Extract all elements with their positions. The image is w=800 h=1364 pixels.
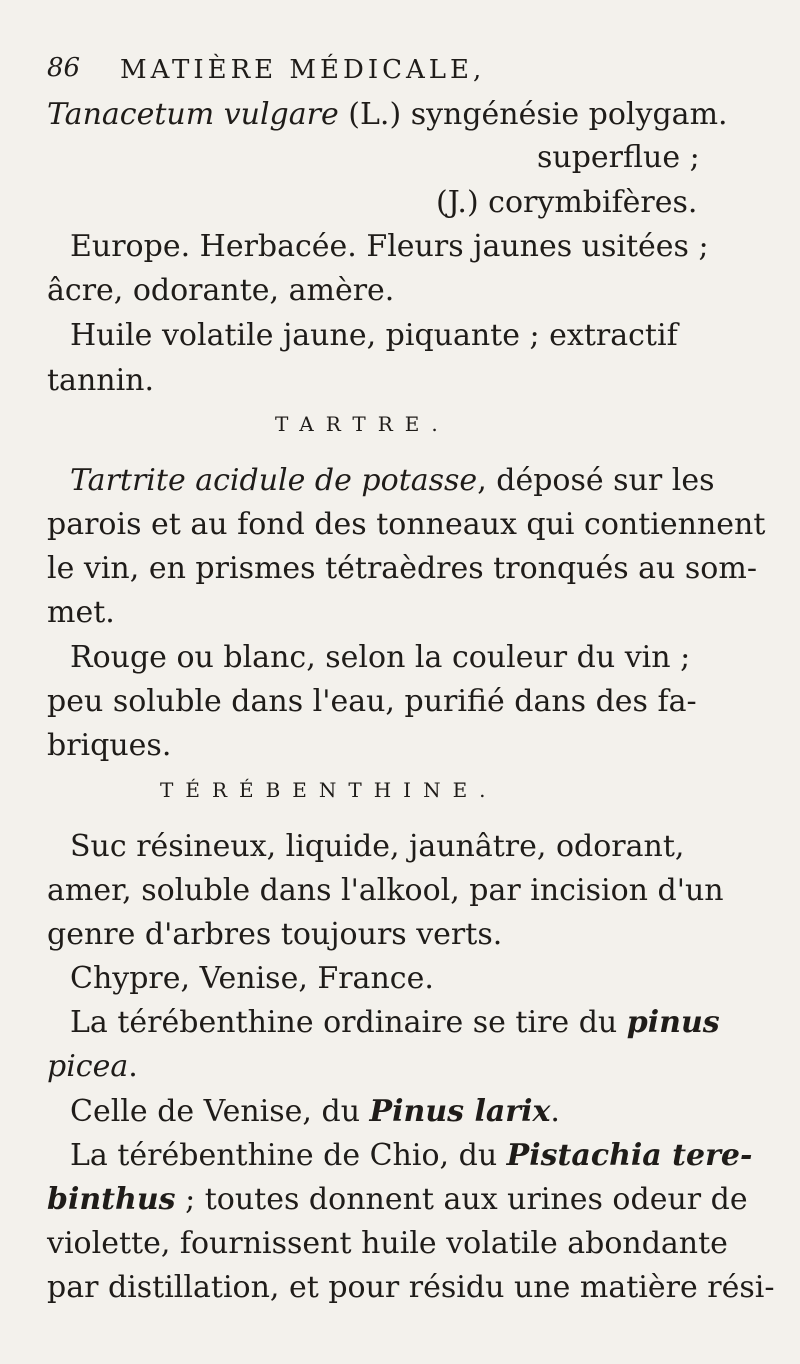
section-title-terebenthine: TÉRÉBENTHINE. <box>160 778 498 802</box>
page-number: 86 <box>47 53 81 83</box>
entry-line: Tanacetum vulgare (L.) syngénésie polygam. <box>47 97 728 132</box>
entry-line: Europe. Herbacée. Fleurs jaunes usitées ; <box>70 229 709 264</box>
section-title-tartre: TARTRE. <box>275 412 450 436</box>
entry-line: peu soluble dans l'eau, purifié dans des fa- <box>47 684 697 719</box>
entry-line: (J.) corymbifères. <box>436 185 698 220</box>
entry-line: briques. <box>47 728 172 763</box>
entry-line: binthus ; toutes donnent aux urines odeur de <box>47 1182 748 1217</box>
entry-line: violette, fournissent huile volatile abondante <box>47 1226 728 1261</box>
entry-line: Rouge ou blanc, selon la couleur du vin ; <box>70 640 691 675</box>
entry-line: parois et au fond des tonneaux qui contiennent <box>47 507 766 542</box>
entry-line: La térébenthine de Chio, du Pistachia tere- <box>70 1138 753 1173</box>
entry-line: par distillation, et pour résidu une matière rési- <box>47 1270 775 1305</box>
entry-line: Celle de Venise, du Pinus larix. <box>70 1094 560 1129</box>
entry-line: genre d'arbres toujours verts. <box>47 917 503 952</box>
entry-line: met. <box>47 595 115 630</box>
running-title: MATIÈRE MÉDICALE, <box>120 55 486 85</box>
entry-line: Huile volatile jaune, piquante ; extractif <box>70 318 678 353</box>
entry-line: La térébenthine ordinaire se tire du pinus <box>70 1005 720 1040</box>
entry-line: amer, soluble dans l'alkool, par incision d'un <box>47 873 724 908</box>
entry-line: picea. <box>47 1049 138 1084</box>
entry-line: Suc résineux, liquide, jaunâtre, odorant, <box>70 829 685 864</box>
entry-line: tannin. <box>47 363 155 398</box>
entry-line: le vin, en prismes tétraèdres tronqués au som- <box>47 551 757 586</box>
entry-line: superflue ; <box>537 140 700 175</box>
entry-line: Tartrite acidule de potasse, déposé sur les <box>70 463 715 498</box>
entry-line: Chypre, Venise, France. <box>70 961 434 996</box>
entry-line: âcre, odorante, amère. <box>47 273 395 308</box>
